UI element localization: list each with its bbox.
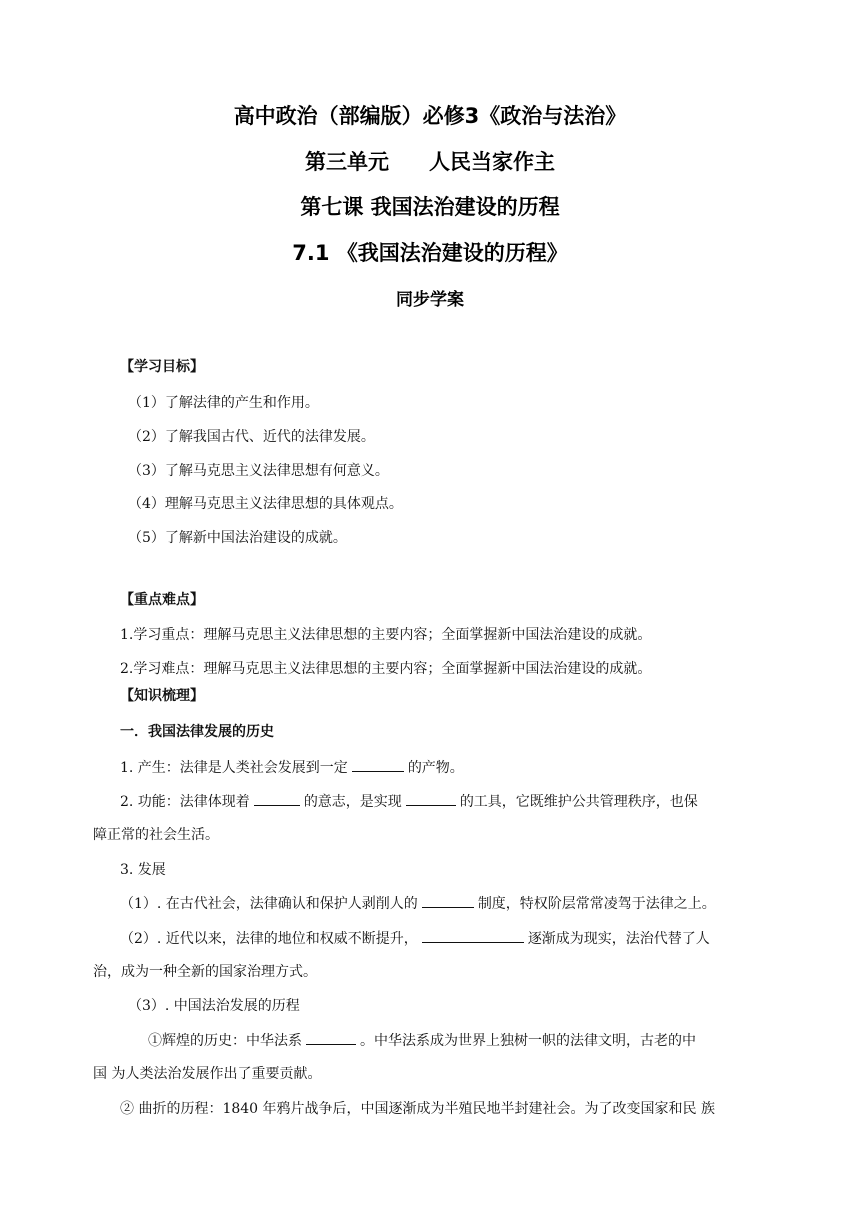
keypoint-item: 2.学习难点：理解马克思主义法律思想的主要内容；全面掌握新中国法治建设的成就。: [120, 661, 652, 677]
text-span: （1）. 在古代社会，法律确认和保护人剥削人的: [120, 896, 418, 912]
paragraph-china-history: （3）. 中国法治发展的历程: [128, 998, 300, 1014]
doc-type: 同步学案: [396, 290, 464, 310]
text-span: 1. 产生：法律是人类社会发展到一定: [120, 760, 348, 776]
unit-title: [0, 146, 860, 176]
lesson-title: 第七课 我国法治建设的历程: [300, 195, 560, 219]
text-span: 的产物。: [407, 760, 464, 776]
paragraph-ancient: [120, 893, 716, 914]
text-span: （2）. 近代以来，法律的地位和权威不断提升，: [120, 931, 418, 947]
course-title: 高中政治（部编版）必修3《政治与法治》: [233, 104, 627, 128]
fill-blank: [352, 757, 404, 772]
objectives-heading: 【学习目标】: [120, 359, 204, 375]
keypoint-item: 1.学习重点：理解马克思主义法律思想的主要内容；全面掌握新中国法治建设的成就。: [120, 627, 652, 643]
paragraph-modern: [120, 928, 710, 949]
text-span: 2. 功能：法律体现着: [120, 794, 250, 810]
fill-blank: [306, 1030, 356, 1045]
paragraph-tortuous-history: ② 曲折的历程：1840 年鸦片战争后，中国逐渐成为半殖民地半封建社会。为了改变国家和民 族: [120, 1101, 715, 1117]
fill-blank: [254, 791, 300, 806]
keypoints-heading: 【重点难点】: [120, 592, 204, 608]
text-span: 的意志，是实现: [303, 794, 402, 810]
unit-label: 第三单元: [305, 150, 389, 174]
paragraph-development: 3. 发展: [120, 862, 166, 878]
paragraph-glorious-cont: 国 为人类法治发展作出了重要贡献。: [93, 1066, 322, 1082]
paragraph-function-cont: 障正常的社会生活。: [93, 827, 219, 843]
fill-blank: [422, 928, 524, 943]
text-span: 逐渐成为现实，法治代替了人: [527, 931, 710, 947]
text-span: 。中华法系成为世界上独树一帜的法律文明，古老的中: [360, 1033, 696, 1049]
objective-item: （2）了解我国古代、近代的法律发展。: [128, 429, 375, 445]
objective-item: （1）了解法律的产生和作用。: [128, 395, 319, 411]
text-span: ①辉煌的历史：中华法系: [148, 1033, 302, 1049]
paragraph-function: [120, 791, 698, 812]
objective-item: （4）理解马克思主义法律思想的具体观点。: [128, 496, 403, 512]
paragraph-glorious-history: [148, 1030, 696, 1051]
unit-name: 人民当家作主: [429, 150, 555, 174]
fill-blank: [422, 893, 474, 908]
section-title: 7.1 《我国法治建设的历程》: [292, 241, 568, 265]
objective-item: （5）了解新中国法治建设的成就。: [128, 530, 347, 546]
paragraph-origin: [120, 757, 464, 778]
fill-blank: [406, 791, 456, 806]
paragraph-modern-cont: 治，成为一种全新的国家治理方式。: [93, 964, 317, 980]
text-span: 制度，特权阶层常常凌驾于法律之上。: [477, 896, 716, 912]
objective-item: （3）了解马克思主义法律思想有何意义。: [128, 463, 389, 479]
text-span: 的工具，它既维护公共管理秩序，也保: [459, 794, 698, 810]
knowledge-heading: 【知识梳理】: [120, 688, 204, 704]
section1-title: 一．我国法律发展的历史: [120, 724, 274, 740]
